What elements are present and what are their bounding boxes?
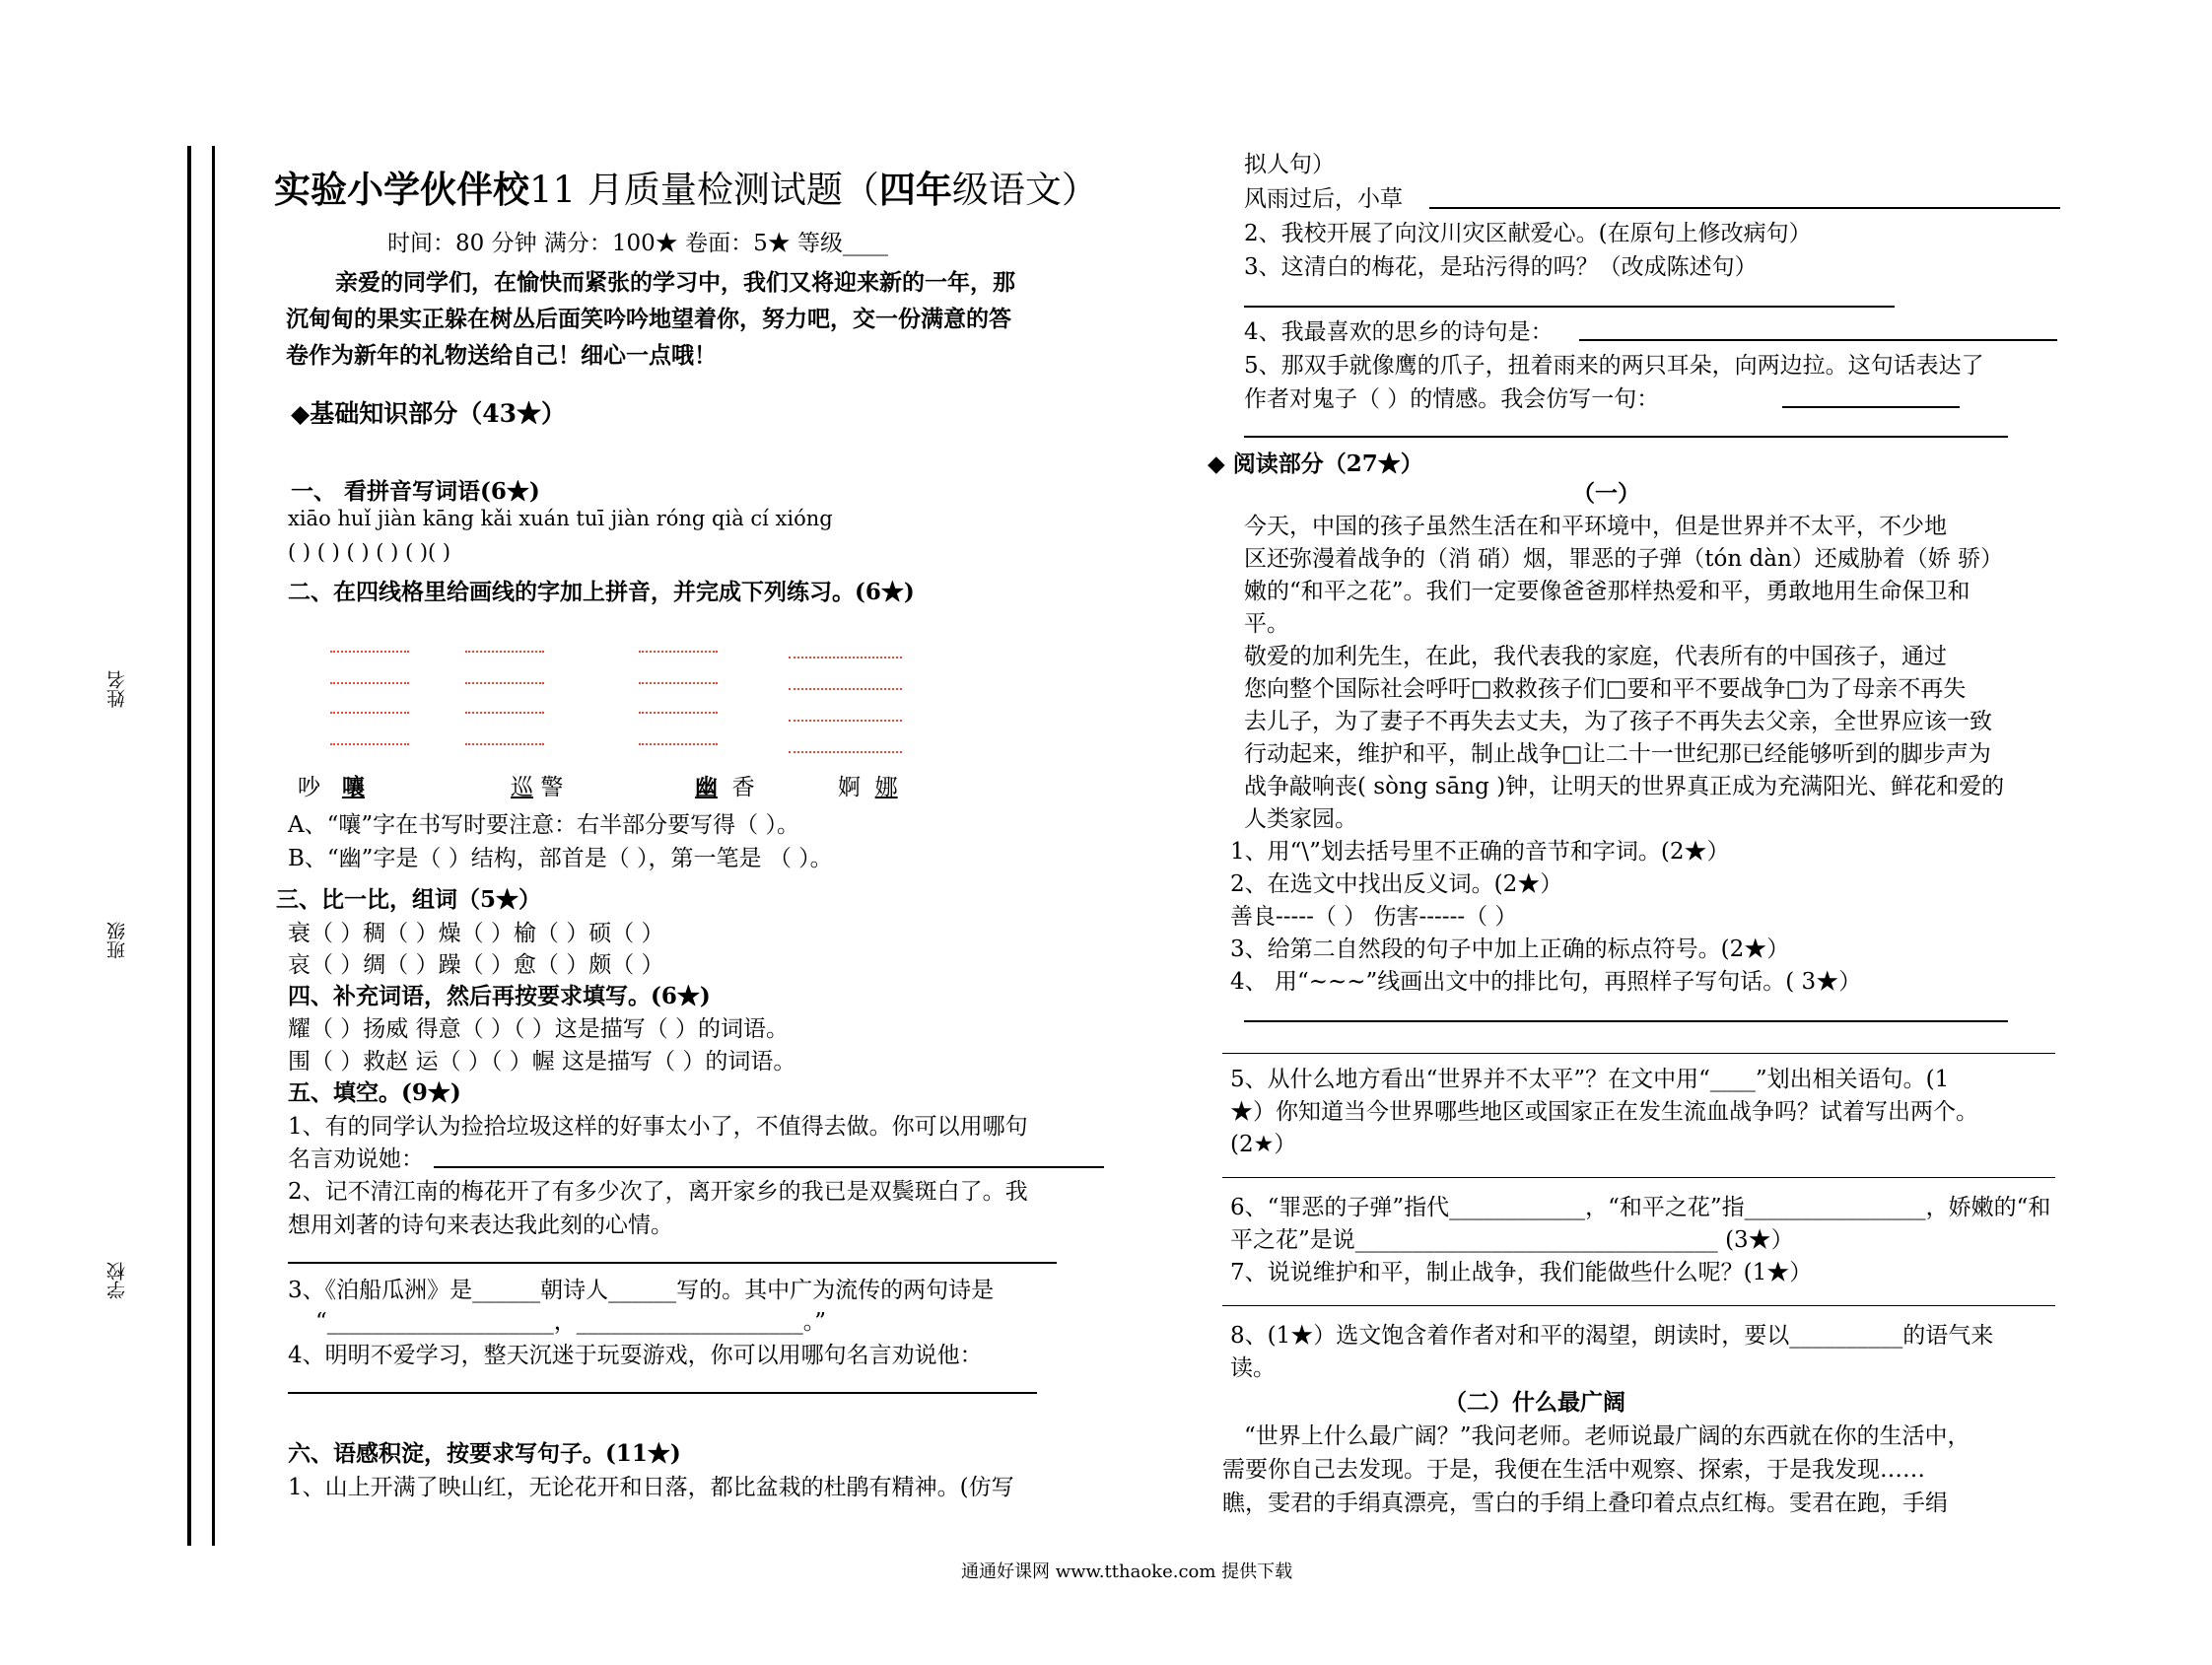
reading-q6a: 6、“罪恶的子弹”指代____________，“和平之花”指________________，娇嫩的“和 — [1230, 1195, 2051, 1220]
reading-q8b: 读。 — [1230, 1355, 1276, 1381]
intro-line-3: 卷作为新年的礼物送给自己！细心一点哦！ — [286, 342, 717, 369]
section-reading: ◆ 阅读部分（27★） — [1208, 451, 1423, 477]
reading-q5a: 5、从什么地方看出“世界并不太平”？在文中用“____”划出相关语句。(1 — [1230, 1067, 1950, 1092]
section-basic: ◆基础知识部分（43★） — [291, 399, 567, 428]
subtitle: 时间：80 分钟 满分：100★ 卷面：5★ 等级____ — [387, 231, 889, 256]
footer-credit: 通通好课网 www.tthaoke.com 提供下载 — [961, 1561, 1293, 1582]
reading-q4: 4、 用“~~~”线画出文中的排比句，再照样子写句话。( 3★） — [1230, 969, 1862, 995]
q5-answer-line-1 — [434, 1166, 1104, 1168]
r-line-2: 风雨过后，小草 — [1244, 186, 1403, 212]
q5-item-2a: 2、记不清江南的梅花开了有多少次了，离开家乡的我已是双鬓斑白了。我 — [288, 1179, 1028, 1205]
r-answer-line-3 — [1579, 339, 2057, 341]
reading-q6b: 平之花”是说________________________________ (3★） — [1230, 1227, 1794, 1253]
school-label: 学校 — [106, 1262, 128, 1299]
q5-item-3b: “____________________，____________________。” — [315, 1309, 827, 1335]
q5-item-1a: 1、有的同学认为捡拾垃圾这样的好事太小了，不值得去做。你可以用哪句 — [288, 1114, 1028, 1140]
r-line-5: 4、我最喜欢的思乡的诗句是： — [1244, 319, 1554, 345]
q2-word-4: 婀 娜 — [838, 775, 898, 800]
reading-q4-line — [1244, 1020, 2008, 1022]
r-line-3: 2、我校开展了向汶川灾区献爱心。(在原句上修改病句） — [1244, 221, 1812, 246]
p2-line-3: 去儿子，为了妻子不再失去丈夫，为了孩子不再失去父亲，全世界应该一致 — [1244, 709, 1992, 734]
reading-q2-answer: 善良-----（ ） 伤害------（ ） — [1230, 904, 1518, 930]
q5-title: 五、填空。(9★) — [288, 1079, 461, 1106]
reading-q5-line — [1222, 1177, 2055, 1178]
p1-line-3: 嫩的“和平之花”。我们一定要像爸爸那样热爱和平，勇敢地用生命保卫和 — [1244, 579, 1970, 604]
q2-b: B、“幽”字是（ ）结构，部首是（ ），第一笔是 （ ）。 — [288, 846, 833, 871]
q4-title: 四、补充词语，然后再按要求填写。(6★) — [288, 983, 711, 1009]
p2-line-5: 战争敲响丧( sòng sāng )钟，让明天的世界真正成为充满阳光、鲜花和爱的 — [1244, 774, 2005, 799]
r-answer-line-1 — [1429, 207, 2060, 209]
r-answer-line-2 — [1244, 306, 1895, 308]
r-line-4: 3、这清白的梅花，是玷污得的吗？（改成陈述句） — [1244, 254, 1758, 280]
intro-line-2: 沉甸甸的果实正躲在树丛后面笑吟吟地望着你，努力吧，交一份满意的答 — [286, 306, 1011, 332]
q4-row-1: 耀（ ）扬威 得意（ ）（ ）这是描写（ ）的词语。 — [288, 1016, 790, 1042]
reading-q8a: 8、(1★）选文饱含着作者对和平的渴望，朗读时，要以__________的语气来 — [1230, 1323, 1994, 1349]
reading-sub-2: （二）什么最广阔 — [1444, 1389, 1625, 1416]
q5-item-4: 4、明明不爱学习，整天沉迷于玩耍游戏，你可以用哪句名言劝说他： — [288, 1343, 983, 1368]
q3-title: 三、比一比，组词（5★） — [276, 886, 542, 913]
r-line-1: 拟人句） — [1244, 152, 1335, 177]
p2-line-1: 敬爱的加利先生，在此，我代表我的家庭，代表所有的中国孩子，通过 — [1244, 644, 1947, 669]
q6-item-1: 1、山上开满了映山红，无论花开和日落，都比盆栽的杜鹃有精神。(仿写 — [288, 1475, 1014, 1500]
q5-item-1b: 名言劝说她： — [288, 1146, 424, 1172]
q5-item-2b: 想用刘著的诗句来表达我此刻的心情。 — [288, 1213, 673, 1238]
binding-line-2 — [212, 146, 215, 1546]
p1-line-1: 今天，中国的孩子虽然生活在和平环境中，但是世界并不太平，不少地 — [1244, 514, 1947, 539]
p3-line-2: 需要你自己去发现。于是，我便在生活中观察、探索，于是我发现…… — [1222, 1457, 1925, 1483]
p1-line-4: 平。 — [1244, 611, 1289, 637]
p2-line-4: 行动起来，维护和平，制止战争□让二十一世纪那已经能够听到的脚步声为 — [1244, 741, 1991, 767]
q2-word-3: 幽 香 — [695, 774, 755, 800]
r-line-6: 5、那双手就像鹰的爪子，扭着雨来的两只耳朵，向两边拉。这句话表达了 — [1244, 353, 1984, 379]
q2-word-2: 巡 警 — [511, 775, 564, 800]
page-title: 实验小学伙伴校11 月质量检测试题（四年级语文） — [274, 168, 1098, 211]
class-label: 班级 — [106, 922, 128, 959]
q1-brackets: ( ) ( ) ( ) ( ) ( )( ) — [288, 540, 451, 564]
reading-q7-line — [1222, 1305, 2055, 1306]
p2-line-6: 人类家园。 — [1244, 806, 1357, 832]
q1-title: 一、 看拼音写词语(6★) — [291, 478, 540, 505]
reading-q3: 3、给第二自然段的句子中加上正确的标点符号。(2★） — [1230, 937, 1790, 962]
q3-row-2: 哀（ ）绸（ ）躁（ ）愈（ ）颇（ ） — [288, 952, 664, 978]
p1-line-2: 区还弥漫着战争的（消 硝）烟，罪恶的子弹（tón dàn）还威胁着（娇 骄） — [1244, 546, 2004, 572]
binding-line-1 — [187, 146, 191, 1546]
q1-pinyin: xiāo huǐ jiàn kāng kǎi xuán tuī jiàn róng qià cí xióng — [288, 507, 833, 530]
reading-sub-1: （一） — [1572, 480, 1640, 507]
p3-line-3: 瞧，雯君的手绢真漂亮，雪白的手绢上叠印着点点红梅。雯君在跑，手绢 — [1222, 1491, 1948, 1516]
q4-row-2: 围（ ）救赵 运（ ）（ ）幄 这是描写（ ）的词语。 — [288, 1049, 796, 1075]
r-line-7: 作者对鬼子（ ）的情感。我会仿写一句： — [1244, 386, 1660, 412]
reading-q5c: (2★） — [1230, 1132, 1297, 1157]
r-answer-line-5 — [1244, 436, 2008, 438]
p3-line-1: “世界上什么最广阔？”我问老师。老师说最广阔的东西就在你的生活中， — [1244, 1423, 1970, 1449]
q3-row-1: 衰（ ）稠（ ）燥（ ）榆（ ）硕（ ） — [288, 921, 664, 946]
intro-line-1: 亲爱的同学们，在愉快而紧张的学习中，我们又将迎来新的一年，那 — [335, 269, 1015, 296]
q2-a: A、“嚷”字在书写时要注意：右半部分要写得（ ）。 — [288, 812, 799, 838]
q5-answer-line-2 — [288, 1262, 1057, 1264]
q2-title: 二、在四线格里给画线的字加上拼音，并完成下列练习。(6★) — [288, 579, 915, 605]
q5-item-3a: 3、《泊船瓜洲》是______朝诗人______写的。其中广为流传的两句诗是 — [288, 1278, 995, 1303]
q2-word-1: 吵 嚷 — [298, 774, 365, 800]
q6-title: 六、语感积淀，按要求写句子。(11★) — [288, 1440, 681, 1467]
q5-answer-line-4 — [288, 1392, 1037, 1394]
p2-line-2: 您向整个国际社会呼吁□救救孩子们□要和平不要战争□为了母亲不再失 — [1244, 676, 1967, 702]
reading-q5b: ★）你知道当今世界哪些地区或国家正在发生流血战争吗？试着写出两个。 — [1230, 1099, 1978, 1125]
r-answer-line-4 — [1782, 406, 1960, 408]
reading-q4-line-2 — [1222, 1053, 2055, 1054]
reading-q1: 1、用“\”划去括号里不正确的音节和字词。(2★） — [1230, 839, 1730, 865]
reading-q2: 2、在选文中找出反义词。(2★） — [1230, 871, 1563, 897]
reading-q7: 7、说说维护和平，制止战争，我们能做些什么呢？(1★） — [1230, 1260, 1813, 1285]
name-label: 姓名 — [106, 670, 128, 708]
